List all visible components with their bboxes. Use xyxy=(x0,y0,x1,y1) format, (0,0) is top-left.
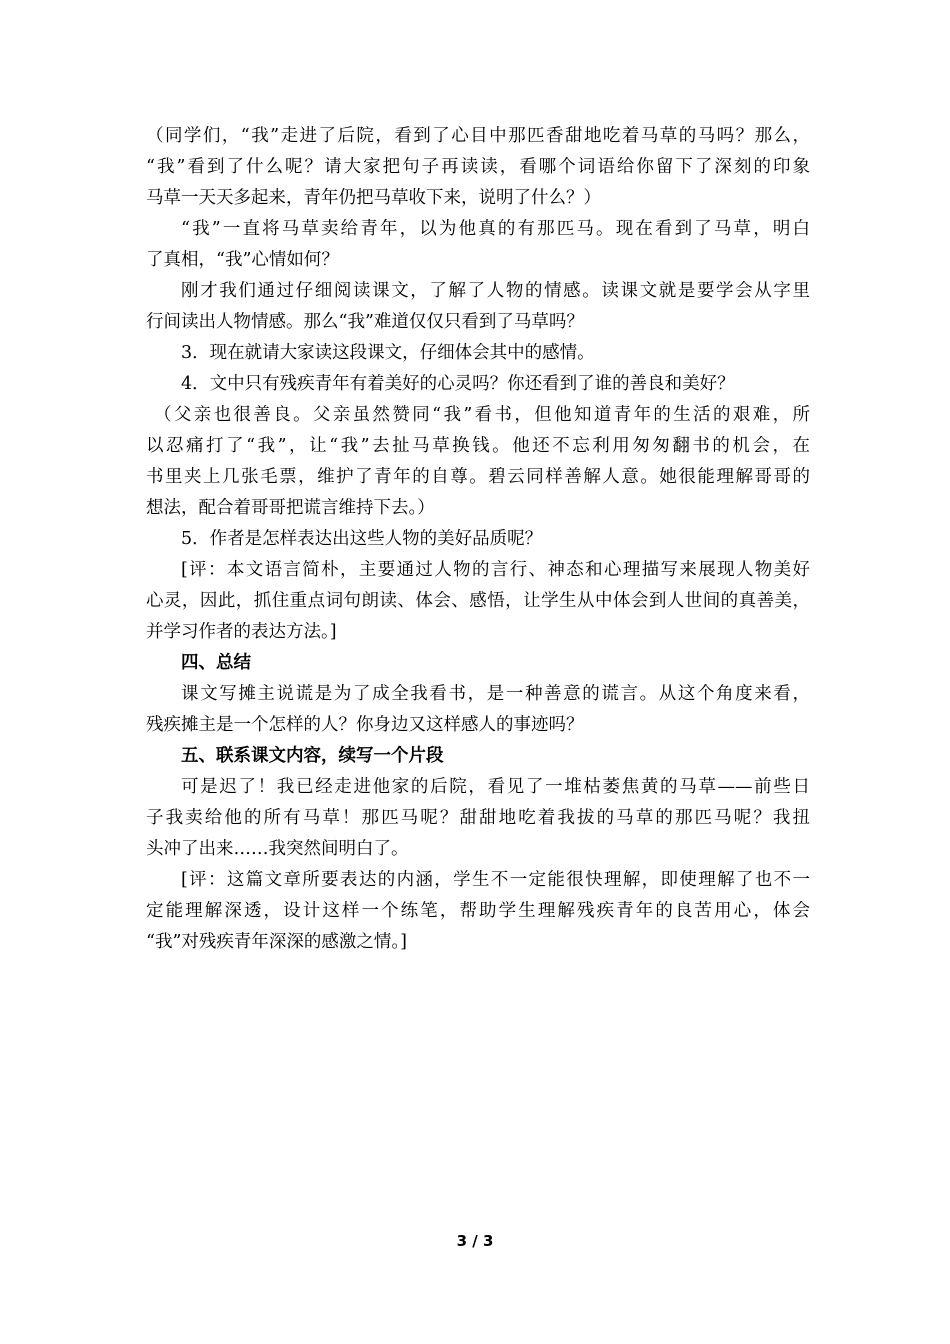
text-line: 残疾摊主是一个怎样的人？你身边又这样感人的事迹吗？ xyxy=(146,715,584,735)
section-heading: 四、总结 xyxy=(181,653,251,673)
text-line: 5．作者是怎样表达出这些人物的美好品质呢？ xyxy=(181,529,543,549)
section-heading: 五、联系课文内容，续写一个片段 xyxy=(181,746,444,766)
text-line: [评：这篇文章所要表达的内涵，学生不一定能很快理解，即使理解了也不一 xyxy=(181,870,810,890)
text-line: 以忍痛打了“我”，让“我”去扯马草换钱。他还不忘利用匆匆翻书的机会，在 xyxy=(146,436,810,456)
document-body xyxy=(146,121,810,958)
text-line: 马草一天天多起来，青年仍把马草收下来，说明了什么？） xyxy=(146,188,601,208)
text-line: “我”对残疾青年深深的感激之情。] xyxy=(146,932,407,952)
text-line: 头冲了出来……我突然间明白了。 xyxy=(146,839,409,859)
text-line: 了真相，“我”心情如何？ xyxy=(146,250,339,270)
text-line: “我”看到了什么呢？请大家把句子再读读，看哪个词语给你留下了深刻的印象 xyxy=(146,157,810,177)
text-line: 课文写摊主说谎是为了成全我看书，是一种善意的谎言。从这个角度来看， xyxy=(181,684,810,704)
text-line: “我”一直将马草卖给青年，以为他真的有那匹马。现在看到了马草，明白 xyxy=(181,219,810,239)
text-line: （父亲也很善良。父亲虽然赞同“我”看书，但他知道青年的生活的艰难，所 xyxy=(154,405,810,425)
text-line: 并学习作者的表达方法。] xyxy=(146,622,337,642)
text-line: 可是迟了！我已经走进他家的后院，看见了一堆枯萎焦黄的马草——前些日 xyxy=(181,777,810,797)
text-line: 子我卖给他的所有马草！那匹马呢？甜甜地吃着我拔的马草的那匹马呢？我扭 xyxy=(146,808,810,828)
text-line: 4．文中只有残疾青年有着美好的心灵吗？你还看到了谁的善良和美好？ xyxy=(181,374,735,394)
text-line: [评：本文语言简朴，主要通过人物的言行、神态和心理描写来展现人物美好 xyxy=(181,560,810,580)
page-number: 3 / 3 xyxy=(456,1232,494,1250)
text-line: 3．现在就请大家读这段课文，仔细体会其中的感情。 xyxy=(181,343,595,363)
text-line: 刚才我们通过仔细阅读课文，了解了人物的情感。读课文就是要学会从字里 xyxy=(181,281,810,301)
text-line: 书里夹上几张毛票，维护了青年的自尊。碧云同样善解人意。她很能理解哥哥的 xyxy=(146,467,810,487)
text-line: 定能理解深透，设计这样一个练笔，帮助学生理解残疾青年的良苦用心，体会 xyxy=(146,901,810,921)
text-line: （同学们，“我”走进了后院，看到了心目中那匹香甜地吃着马草的马吗？那么， xyxy=(146,126,810,146)
text-line: 心灵，因此，抓住重点词句朗读、体会、感悟，让学生从中体会到人世间的真善美， xyxy=(146,591,810,611)
text-line: 行间读出人物情感。那么“我”难道仅仅只看到了马草吗？ xyxy=(146,312,584,332)
text-line: 想法，配合着哥哥把谎言维持下去。） xyxy=(146,498,435,518)
